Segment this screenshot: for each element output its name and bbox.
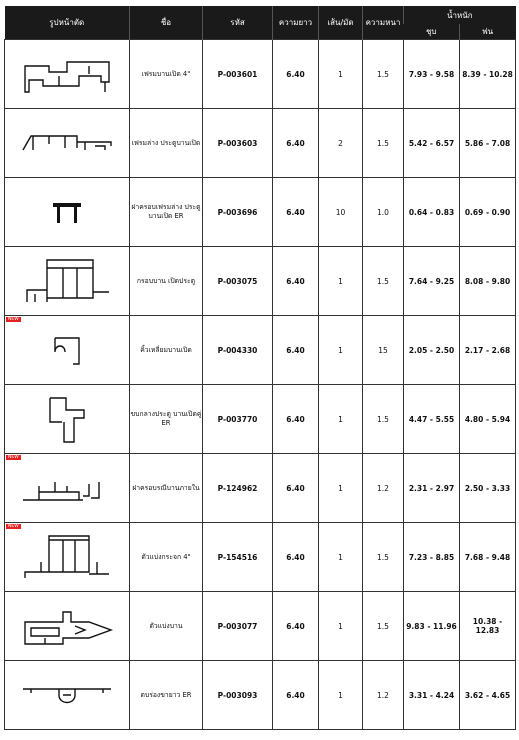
weight-powder-value: 8.39 - 10.28 — [460, 40, 516, 109]
pieces-value: 1 — [319, 316, 363, 385]
product-spec-sheet — [4, 6, 515, 736]
weight-powder-value: 8.08 - 9.80 — [460, 247, 516, 316]
product-code: P-004330 — [203, 316, 273, 385]
header-thickness: ความหนา — [363, 6, 404, 40]
header-name: ชื่อ — [130, 6, 203, 40]
pieces-value: 2 — [319, 109, 363, 178]
pieces-value: 1 — [319, 592, 363, 661]
table-row — [5, 661, 516, 730]
thickness-value: 1.0 — [363, 178, 404, 247]
weight-anodized-value: 0.64 - 0.83 — [404, 178, 460, 247]
product-name: ขบกลางประตู บานเปิดคู่ ER — [130, 385, 203, 454]
table-row — [5, 316, 516, 385]
pieces-value: 1 — [319, 523, 363, 592]
weight-anodized-value: 7.64 - 9.25 — [404, 247, 460, 316]
pieces-value: 1 — [319, 385, 363, 454]
length-value: 6.40 — [273, 316, 319, 385]
product-name: เฟรมล่าง ประตูบานเปิด — [130, 109, 203, 178]
profile-cell — [5, 385, 130, 454]
weight-anodized-value: 5.42 - 6.57 — [404, 109, 460, 178]
thickness-value: 1.5 — [363, 109, 404, 178]
profile-cell — [5, 661, 130, 730]
pieces-value: 1 — [319, 454, 363, 523]
product-code: P-003093 — [203, 661, 273, 730]
thickness-value: 1.2 — [363, 661, 404, 730]
product-name: ฝาครอบรณีบานภายใน — [130, 454, 203, 523]
profile-cell — [5, 523, 130, 592]
profile-cell — [5, 178, 130, 247]
weight-anodized-value: 2.31 - 2.97 — [404, 454, 460, 523]
product-code: P-003077 — [203, 592, 273, 661]
header-pieces: เส้น/มัด — [319, 6, 363, 40]
profile-inner-cover-icon — [5, 468, 129, 508]
product-name: กรอบบาน เปิดประตู — [130, 247, 203, 316]
new-badge: NEW — [8, 317, 19, 322]
thickness-value: 1.5 — [363, 247, 404, 316]
product-table — [4, 6, 516, 730]
length-value: 6.40 — [273, 247, 319, 316]
product-code: P-003075 — [203, 247, 273, 316]
header-weight-powder: พ่น — [460, 24, 516, 40]
weight-powder-value: 7.68 - 9.48 — [460, 523, 516, 592]
profile-bottom-frame-icon — [5, 128, 129, 158]
profile-sash-divider-icon — [5, 604, 129, 648]
weight-powder-value: 5.86 - 7.08 — [460, 109, 516, 178]
pieces-value: 1 — [319, 247, 363, 316]
profile-door-frame-4in-icon — [5, 52, 129, 96]
weight-anodized-value: 9.83 - 11.96 — [404, 592, 460, 661]
table-row — [5, 40, 516, 109]
thickness-value: 1.5 — [363, 523, 404, 592]
weight-anodized-value: 7.23 - 8.85 — [404, 523, 460, 592]
new-badge: NEW — [8, 524, 19, 529]
length-value: 6.40 — [273, 454, 319, 523]
pieces-value: 1 — [319, 40, 363, 109]
length-value: 6.40 — [273, 523, 319, 592]
table-row — [5, 109, 516, 178]
product-code: P-124962 — [203, 454, 273, 523]
header-weight: น้ำหนัก — [404, 6, 516, 24]
product-name: ฝาครอบเฟรมล่าง ประตูบานเปิด ER — [130, 178, 203, 247]
length-value: 6.40 — [273, 592, 319, 661]
table-row — [5, 454, 516, 523]
weight-anodized-value: 2.05 - 2.50 — [404, 316, 460, 385]
pieces-value: 1 — [319, 661, 363, 730]
header-length: ความยาว — [273, 6, 319, 40]
profile-cell — [5, 592, 130, 661]
weight-powder-value: 4.80 - 5.94 — [460, 385, 516, 454]
product-code: P-003696 — [203, 178, 273, 247]
profile-sash-icon — [5, 254, 129, 308]
length-value: 6.40 — [273, 661, 319, 730]
profile-cell — [5, 109, 130, 178]
table-row — [5, 247, 516, 316]
profile-cell — [5, 316, 130, 385]
length-value: 6.40 — [273, 40, 319, 109]
thickness-value: 15 — [363, 316, 404, 385]
table-row — [5, 385, 516, 454]
weight-powder-value: 2.17 - 2.68 — [460, 316, 516, 385]
length-value: 6.40 — [273, 178, 319, 247]
profile-cell — [5, 454, 130, 523]
weight-powder-value: 3.62 - 4.65 — [460, 661, 516, 730]
weight-powder-value: 10.38 - 12.83 — [460, 592, 516, 661]
profile-cell — [5, 40, 130, 109]
table-row — [5, 523, 516, 592]
weight-powder-value: 0.69 - 0.90 — [460, 178, 516, 247]
profile-square-bead-icon — [5, 330, 129, 370]
product-code: P-003770 — [203, 385, 273, 454]
product-name: ตัวแบ่งกระจก 4" — [130, 523, 203, 592]
table-row — [5, 592, 516, 661]
product-code: P-003601 — [203, 40, 273, 109]
profile-glass-divider-icon — [5, 530, 129, 584]
product-name: ตบร่องขายาว ER — [130, 661, 203, 730]
length-value: 6.40 — [273, 109, 319, 178]
profile-cell — [5, 247, 130, 316]
header-profile: รูปหน้าตัด — [5, 6, 130, 40]
weight-anodized-value: 3.31 - 4.24 — [404, 661, 460, 730]
new-badge: NEW — [8, 455, 19, 460]
profile-long-groove-icon — [5, 681, 129, 709]
weight-anodized-value: 7.93 - 9.58 — [404, 40, 460, 109]
header-weight-anodized: ชุบ — [404, 24, 460, 40]
thickness-value: 1.2 — [363, 454, 404, 523]
table-row — [5, 178, 516, 247]
product-code: P-154516 — [203, 523, 273, 592]
length-value: 6.40 — [273, 385, 319, 454]
product-code: P-003603 — [203, 109, 273, 178]
pieces-value: 10 — [319, 178, 363, 247]
product-name: เฟรมบานเปิด 4" — [130, 40, 203, 109]
thickness-value: 1.5 — [363, 592, 404, 661]
thickness-value: 1.5 — [363, 385, 404, 454]
profile-double-door-mullion-icon — [5, 392, 129, 446]
product-name: คิ้วเหลี่ยมบานเปิด — [130, 316, 203, 385]
profile-bottom-cover-icon — [5, 197, 129, 227]
thickness-value: 1.5 — [363, 40, 404, 109]
header-code: รหัส — [203, 6, 273, 40]
product-name: ตัวแบ่งบาน — [130, 592, 203, 661]
weight-powder-value: 2.50 - 3.33 — [460, 454, 516, 523]
weight-anodized-value: 4.47 - 5.55 — [404, 385, 460, 454]
